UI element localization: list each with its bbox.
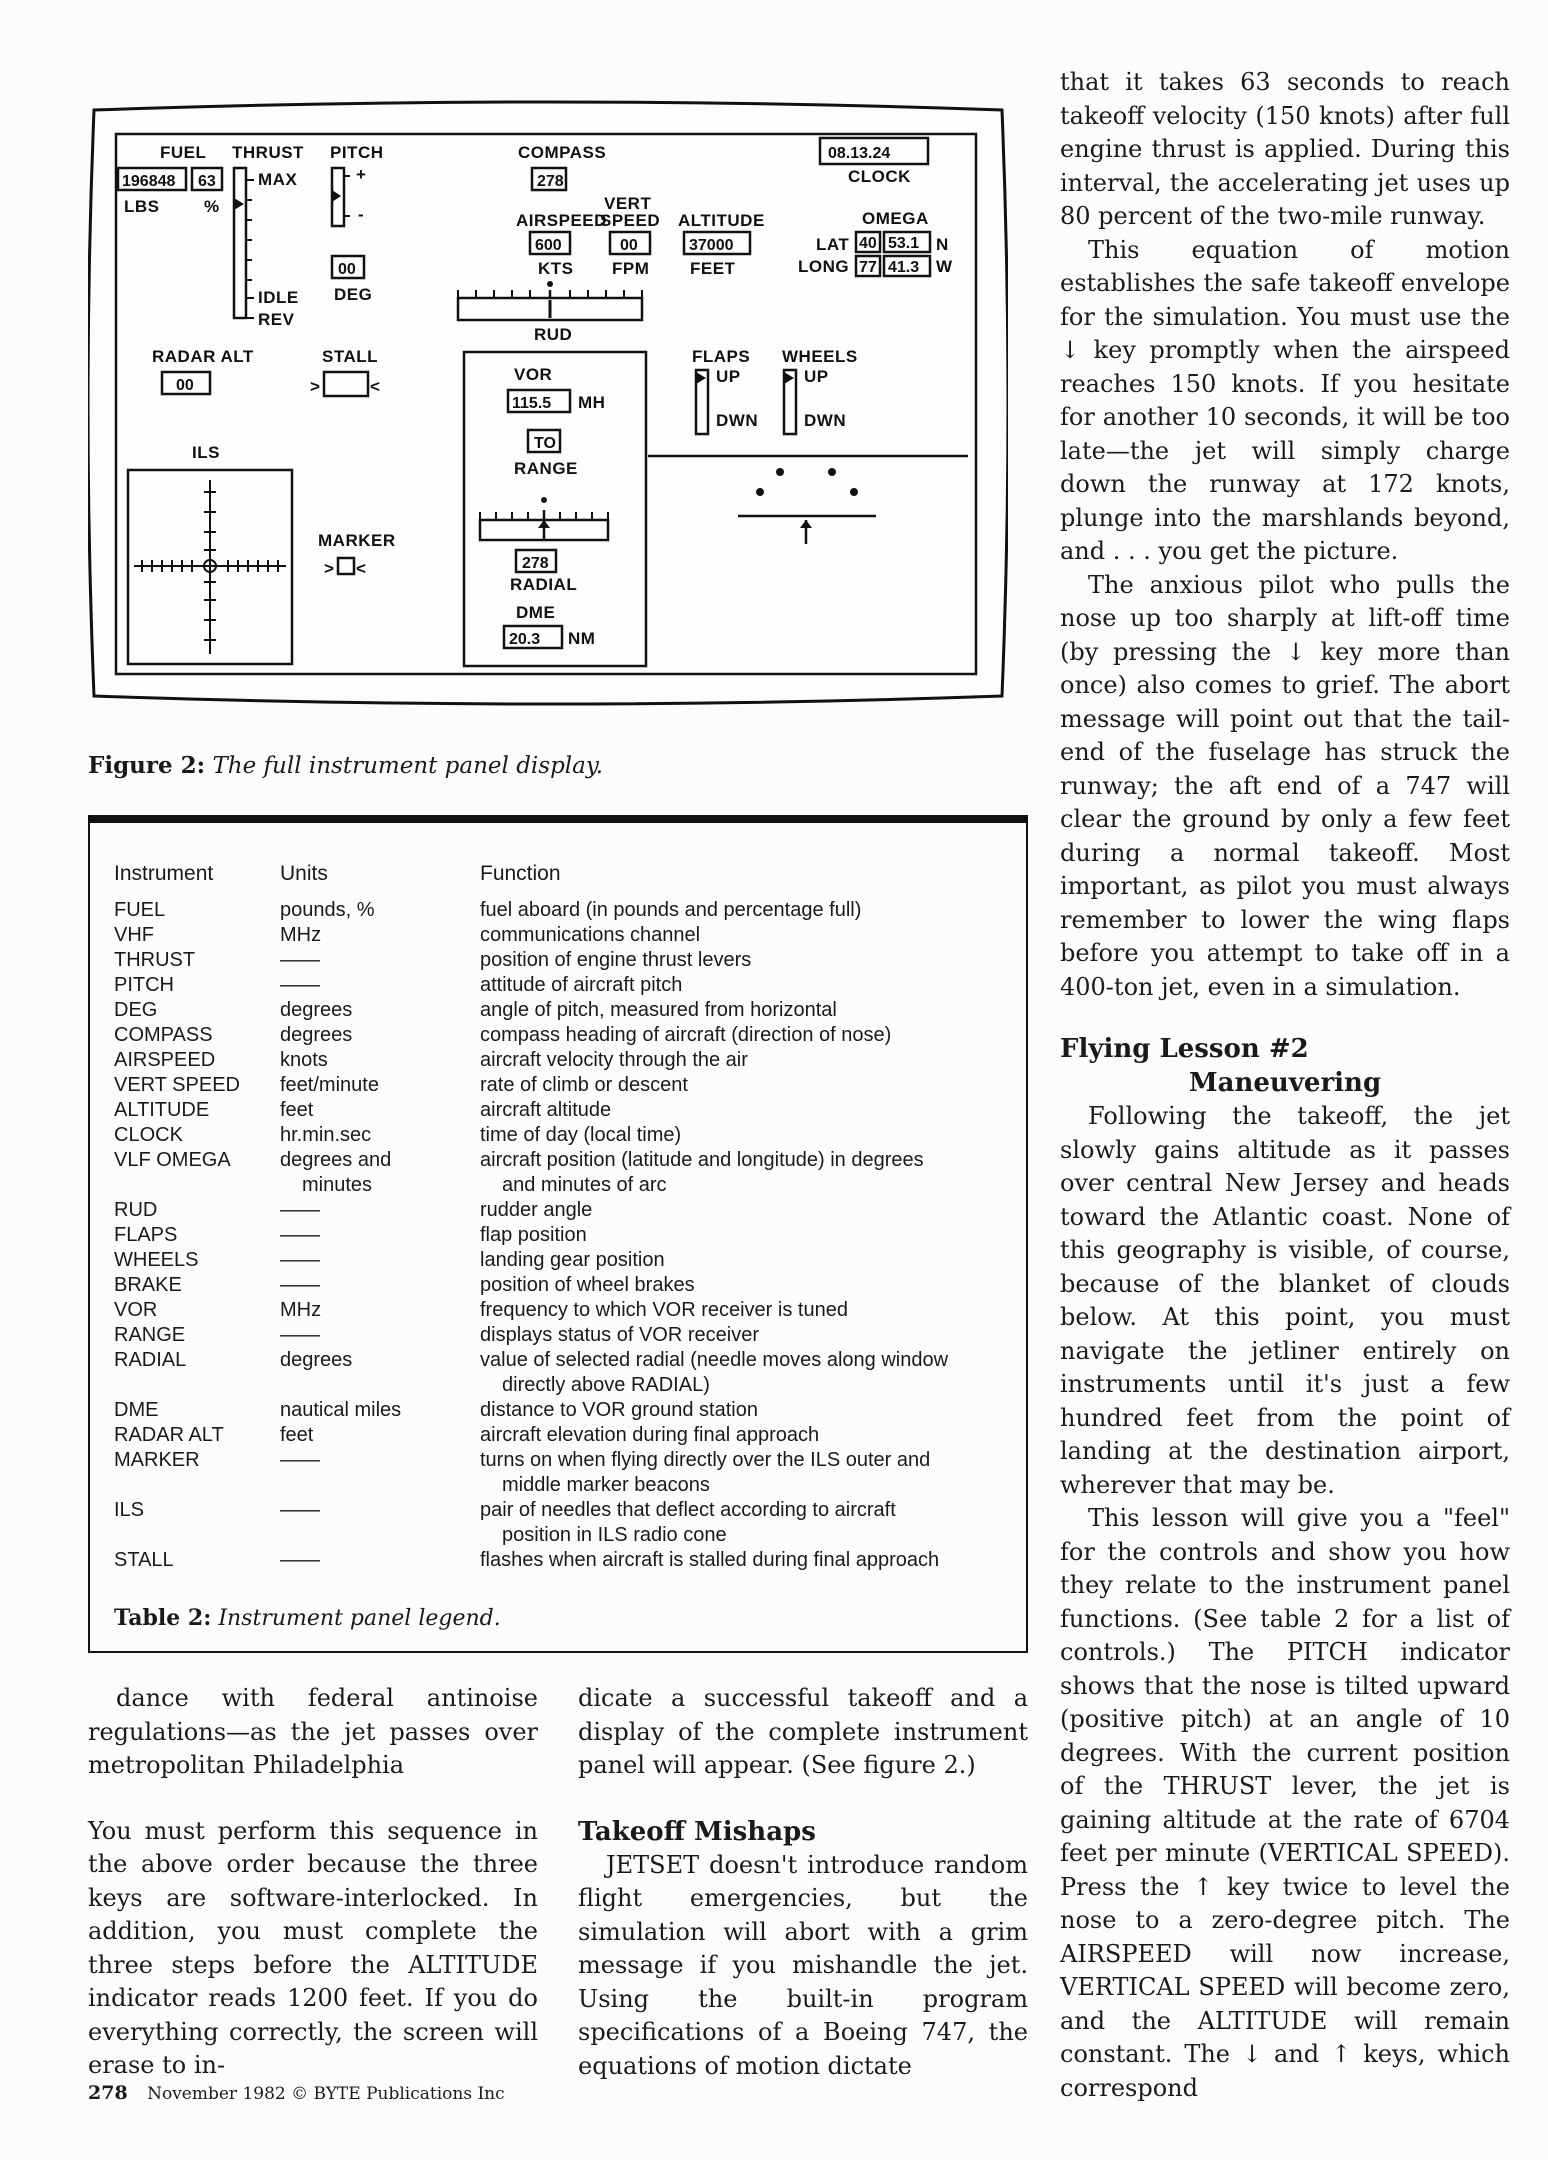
cell-function xyxy=(480,973,1020,998)
cell-function xyxy=(480,1148,1020,1198)
table-row xyxy=(114,1048,1020,1073)
cell-function xyxy=(480,1123,1020,1148)
radar-alt-value: 00 xyxy=(176,377,194,394)
table-caption-label: Table 2: xyxy=(114,1605,212,1631)
cell-instrument: ALTITUDE xyxy=(114,1099,210,1121)
radar-alt-label: RADAR ALT xyxy=(152,347,254,366)
cell-function-text: value of selected radial (needle moves along window xyxy=(480,1349,949,1371)
stall-gt: > xyxy=(310,377,321,396)
figure-caption xyxy=(88,752,603,779)
cell-units-continued: minutes xyxy=(302,1174,373,1196)
max-label: MAX xyxy=(258,170,298,189)
cell-units-text: feet xyxy=(280,1424,314,1446)
cell-instrument: DME xyxy=(114,1399,159,1421)
cell-function-text: aircraft elevation during final approach xyxy=(480,1424,820,1446)
vert-speed-value: 00 xyxy=(620,237,638,254)
table-row xyxy=(114,1323,1020,1348)
cell-units xyxy=(280,1548,480,1573)
cell-function-text: distance to VOR ground station xyxy=(480,1399,758,1421)
cell-function-text: flashes when aircraft is stalled during final approach xyxy=(480,1549,940,1571)
cell-instrument: ILS xyxy=(114,1499,145,1521)
pitch-label: PITCH xyxy=(330,143,384,162)
text-column-left xyxy=(88,1682,538,2083)
cell-instrument: PITCH xyxy=(114,974,174,996)
long-label: LONG xyxy=(798,257,850,276)
page-footer xyxy=(88,2082,505,2104)
cell-instrument: THRUST xyxy=(114,949,196,971)
table-row xyxy=(114,1398,1020,1423)
cell-function-text: time of day (local time) xyxy=(480,1124,682,1146)
instrument-panel-figure xyxy=(88,100,1008,710)
paragraph: Following the takeoff, the jet slowly gains altitude as it passes over central New Jersey and heads toward the Atlantic coast. None of this geography is visible, of course, because of the blanket of clouds below. At this point, you must navigate the jetliner entirely on instruments until it's just a few hundred feet from the point of landing at the destination airport, wherever that may be. xyxy=(1060,1102,1510,1499)
figure-caption-text: The full instrument panel display. xyxy=(212,753,604,779)
omega-label: OMEGA xyxy=(862,209,929,228)
cell-function-text: frequency to which VOR receiver is tuned xyxy=(480,1299,848,1321)
cell-function-continued: directly above RADIAL) xyxy=(502,1374,710,1396)
table-row xyxy=(114,1123,1020,1148)
cell-instrument: STALL xyxy=(114,1549,174,1571)
cell-instrument: COMPASS xyxy=(114,1024,213,1046)
cell-units xyxy=(280,1323,480,1348)
cell-function-text: fuel aboard (in pounds and percentage full) xyxy=(480,899,862,921)
cell-units-text: pounds, % xyxy=(280,899,375,921)
table-body xyxy=(114,898,1020,1573)
cell-function-text: rate of climb or descent xyxy=(480,1074,688,1096)
cell-units-text: feet xyxy=(280,1099,314,1121)
cell-instrument: BRAKE xyxy=(114,1274,182,1296)
airspeed-label: AIRSPEED xyxy=(516,211,607,230)
range-label: RANGE xyxy=(514,459,578,478)
cell-function-text: communications channel xyxy=(480,924,701,946)
paragraph: dicate a successful takeoff and a display of the complete instrument panel will appear. (See figure 2.) xyxy=(578,1684,1028,1779)
cell-function xyxy=(480,1498,1020,1548)
cell-units-text: —— xyxy=(280,1249,320,1271)
cell-function xyxy=(480,1223,1020,1248)
paragraph: You must perform this sequence in the above order because the three keys are software-interlocked. In addition, you must complete the three steps before the ALTITUDE indicator reads 1200 feet. If you do everything correctly, the screen will erase to in- xyxy=(88,1816,538,2079)
airspeed-value: 600 xyxy=(535,237,562,254)
cell-function-text: aircraft altitude xyxy=(480,1099,612,1121)
cell-function-text: displays status of VOR receiver xyxy=(480,1324,759,1346)
cell-function xyxy=(480,1273,1020,1298)
table-row xyxy=(114,1148,1020,1198)
cell-units xyxy=(280,1123,480,1148)
altitude-label: ALTITUDE xyxy=(678,211,765,230)
table-row xyxy=(114,1423,1020,1448)
table-row xyxy=(114,998,1020,1023)
cell-function xyxy=(480,1073,1020,1098)
cell-units xyxy=(280,1448,480,1498)
cell-units xyxy=(280,998,480,1023)
cell-units-text: nautical miles xyxy=(280,1399,402,1421)
cell-instrument: DEG xyxy=(114,999,158,1021)
cell-units-text: degrees and xyxy=(280,1149,392,1171)
n-label: N xyxy=(936,235,949,254)
cell-units xyxy=(280,1498,480,1548)
fuel-pct-value: 63 xyxy=(198,173,216,190)
header-units: Units xyxy=(280,862,328,885)
cell-function xyxy=(480,998,1020,1023)
paragraph: dance with federal antinoise regulations—as the jet passes over metropolitan Philadelphia xyxy=(88,1684,538,1779)
paragraph: This lesson will give you a "feel" for the controls and show you how they relate to the instrument panel functions. (See table 2 for a list of controls.) The PITCH indicator shows that the nose is tilted upward (positive pitch) at an angle of 10 degrees. With the current position of the THRUST lever, the jet is gaining altitude at the rate of 6704 feet per minute (VERTICAL SPEED). Press the ↑ key twice to level the nose to a zero-degree pitch. The AIRSPEED will now increase, VERTICAL SPEED will become zero, and the ALTITUDE will remain constant. The ↓ and ↑ keys, which correspond xyxy=(1060,1504,1510,2102)
vor-value: 115.5 xyxy=(512,395,552,412)
fuel-label: FUEL xyxy=(160,143,207,162)
table-header xyxy=(114,861,1020,886)
cell-instrument: MARKER xyxy=(114,1449,200,1471)
vert-label: VERT xyxy=(604,194,652,213)
cell-units xyxy=(280,1223,480,1248)
idle-label: IDLE xyxy=(258,288,299,307)
cell-function xyxy=(480,1198,1020,1223)
pitch-minus-label: - xyxy=(358,205,365,224)
cell-units-text: —— xyxy=(280,1224,320,1246)
clock-value: 08.13.24 xyxy=(828,145,891,162)
table-row xyxy=(114,1098,1020,1123)
cell-function xyxy=(480,948,1020,973)
cell-function xyxy=(480,1023,1020,1048)
marker-gt: > xyxy=(324,559,335,578)
flaps-up-label: UP xyxy=(716,367,741,386)
cell-units-text: MHz xyxy=(280,1299,322,1321)
cell-units-text: —— xyxy=(280,1324,320,1346)
ils-label: ILS xyxy=(192,443,220,462)
cell-function xyxy=(480,1398,1020,1423)
compass-value: 278 xyxy=(537,173,564,190)
pct-label: % xyxy=(204,197,220,216)
cell-function-text: angle of pitch, measured from horizontal xyxy=(480,999,837,1021)
cell-instrument: VHF xyxy=(114,924,154,946)
cell-function xyxy=(480,898,1020,923)
cell-units xyxy=(280,923,480,948)
cell-units-text: —— xyxy=(280,1449,320,1471)
cell-units-text: —— xyxy=(280,1274,320,1296)
cell-units xyxy=(280,1398,480,1423)
cell-instrument: WHEELS xyxy=(114,1249,199,1271)
cell-units xyxy=(280,1048,480,1073)
rud-label: RUD xyxy=(534,325,573,344)
wheels-label: WHEELS xyxy=(782,347,858,366)
cell-units-text: —— xyxy=(280,949,320,971)
cell-function xyxy=(480,1548,1020,1573)
page-number: 278 xyxy=(88,2082,128,2104)
cell-instrument: RADAR ALT xyxy=(114,1424,224,1446)
clock-label: CLOCK xyxy=(848,167,911,186)
cell-function-text: flap position xyxy=(480,1224,587,1246)
cell-units-text: degrees xyxy=(280,1024,353,1046)
table-row xyxy=(114,1348,1020,1398)
instrument-legend-table xyxy=(88,815,1028,1653)
table-row xyxy=(114,1448,1020,1498)
feet-label: FEET xyxy=(690,259,736,278)
dme-value: 20.3 xyxy=(509,631,541,648)
cell-instrument: CLOCK xyxy=(114,1124,183,1146)
header-function: Function xyxy=(480,862,561,885)
marker-lt: < xyxy=(356,559,367,578)
figure-caption-label: Figure 2: xyxy=(88,752,206,779)
cell-function xyxy=(480,1298,1020,1323)
kts-label: KTS xyxy=(538,259,574,278)
cell-function-text: aircraft velocity through the air xyxy=(480,1049,748,1071)
lat-deg-value: 40 xyxy=(859,235,877,252)
cell-function-text: position of wheel brakes xyxy=(480,1274,695,1296)
radial-label: RADIAL xyxy=(510,575,578,594)
cell-units xyxy=(280,1198,480,1223)
cell-units xyxy=(280,1298,480,1323)
cell-units-text: —— xyxy=(280,1549,320,1571)
cell-function-text: compass heading of aircraft (direction of nose) xyxy=(480,1024,892,1046)
table-row xyxy=(114,1198,1020,1223)
cell-units-text: hr.min.sec xyxy=(280,1124,372,1146)
text-column-middle xyxy=(578,1682,1028,2083)
cell-function-text: attitude of aircraft pitch xyxy=(480,974,683,996)
cell-units-text: —— xyxy=(280,974,320,996)
cell-units-text: knots xyxy=(280,1049,328,1071)
table-row xyxy=(114,1248,1020,1273)
cell-units xyxy=(280,1098,480,1123)
cell-function-text: pair of needles that deflect according to aircraft xyxy=(480,1499,896,1521)
cell-function-text: rudder angle xyxy=(480,1199,593,1221)
pitch-plus-label: + xyxy=(356,165,367,184)
paragraph: The anxious pilot who pulls the nose up too sharply at lift-off time (by pressing the ↓ key more than once) also comes to grief. The abort message will point out that the tail-end of the fuselage has struck the runway; the aft end of a 747 will clear the ground by only a few feet during a normal takeoff. Most important, as pilot you must always remember to lower the wing flaps before you attempt to take off in a 400-ton jet, even in a simulation. xyxy=(1060,570,1510,1001)
table-row xyxy=(114,1548,1020,1573)
cell-units xyxy=(280,1248,480,1273)
cell-units xyxy=(280,1023,480,1048)
cell-units xyxy=(280,1073,480,1098)
flaps-label: FLAPS xyxy=(692,347,751,366)
cell-function-text: turns on when flying directly over the ILS outer and xyxy=(480,1449,931,1471)
wheels-dwn-label: DWN xyxy=(804,411,847,430)
deg-label: DEG xyxy=(334,285,373,304)
fuel-value: 196848 xyxy=(122,173,176,190)
compass-label: COMPASS xyxy=(518,143,607,162)
table-row xyxy=(114,898,1020,923)
cell-units xyxy=(280,1148,480,1198)
section-heading: Takeoff Mishaps xyxy=(578,1816,816,1847)
section-heading: Flying Lesson #2 xyxy=(1060,1034,1309,1064)
cell-instrument: RUD xyxy=(114,1199,158,1221)
paragraph: JETSET doesn't introduce random flight emergencies, but the simulation will abort with a grim message if you mishandle the jet. Using the built-in program specifications of a Boeing 747, the equations of motion dictate xyxy=(578,1850,1028,2080)
cell-instrument: VERT SPEED xyxy=(114,1074,240,1096)
cell-function-continued: middle marker beacons xyxy=(502,1474,710,1496)
altitude-value: 37000 xyxy=(689,237,734,254)
cell-function-text: aircraft position (latitude and longitude) in degrees xyxy=(480,1149,924,1171)
header-instrument: Instrument xyxy=(114,862,214,885)
w-label: W xyxy=(936,257,953,276)
marker-label: MARKER xyxy=(318,531,396,550)
cell-units xyxy=(280,1423,480,1448)
cell-instrument: FLAPS xyxy=(114,1224,178,1246)
table-row xyxy=(114,948,1020,973)
long-min-value: 41.3 xyxy=(888,259,920,276)
lat-min-value: 53.1 xyxy=(888,235,920,252)
cell-function xyxy=(480,923,1020,948)
paragraph: that it takes 63 seconds to reach takeoff velocity (150 knots) after full engine thrust is applied. During this interval, the accelerating jet uses up 80 percent of the two-mile runway. xyxy=(1060,68,1510,230)
table-caption-text: Instrument panel legend. xyxy=(218,1606,501,1631)
rev-label: REV xyxy=(258,310,295,329)
nm-label: NM xyxy=(568,629,596,648)
vor-label: VOR xyxy=(514,365,553,384)
cell-instrument: RANGE xyxy=(114,1324,186,1346)
mh-label: MH xyxy=(578,393,606,412)
cell-units-text: —— xyxy=(280,1199,320,1221)
table-row xyxy=(114,1498,1020,1548)
cell-function-continued: position in ILS radio cone xyxy=(502,1524,727,1546)
table-caption xyxy=(114,1605,501,1631)
speed-label: SPEED xyxy=(600,211,661,230)
footer-text: November 1982 © BYTE Publications Inc xyxy=(147,2084,505,2104)
cell-function xyxy=(480,1423,1020,1448)
table-row xyxy=(114,1298,1020,1323)
cell-units-text: MHz xyxy=(280,924,322,946)
stall-label: STALL xyxy=(322,347,379,366)
cell-units-text: —— xyxy=(280,1499,320,1521)
table-row xyxy=(114,1073,1020,1098)
wheels-up-label: UP xyxy=(804,367,829,386)
cell-function-continued: and minutes of arc xyxy=(502,1174,667,1196)
cell-function xyxy=(480,1248,1020,1273)
cell-instrument: RADIAL xyxy=(114,1349,187,1371)
pitch-deg-value: 00 xyxy=(338,261,356,278)
radial-value: 278 xyxy=(522,555,549,572)
cell-units xyxy=(280,1348,480,1398)
cell-function xyxy=(480,1048,1020,1073)
cell-instrument: FUEL xyxy=(114,899,166,921)
cell-units xyxy=(280,948,480,973)
table-row xyxy=(114,1273,1020,1298)
flaps-dwn-label: DWN xyxy=(716,411,759,430)
paragraph: This equation of motion establishes the safe takeoff envelope for the simulation. You must use the ↓ key promptly when the airspeed reaches 150 knots. If you hesitate for another 10 seconds, it will be too late—the jet will simply charge down the runway at 172 knots, plunge into the marshlands beyond, and . . . you get the picture. xyxy=(1060,235,1510,565)
cell-units xyxy=(280,973,480,998)
cell-units xyxy=(280,1273,480,1298)
thrust-label: THRUST xyxy=(232,143,304,162)
cell-function xyxy=(480,1348,1020,1398)
cell-function xyxy=(480,1448,1020,1498)
table-row xyxy=(114,923,1020,948)
stall-lt: < xyxy=(370,377,381,396)
cell-instrument: VOR xyxy=(114,1299,158,1321)
table-row xyxy=(114,1223,1020,1248)
text-column-right xyxy=(1060,66,1510,2105)
cell-units-text: degrees xyxy=(280,999,353,1021)
dme-label: DME xyxy=(516,603,556,622)
fpm-label: FPM xyxy=(612,259,650,278)
section-subheading: Maneuvering xyxy=(1188,1068,1382,1098)
cell-units xyxy=(280,898,480,923)
cell-function xyxy=(480,1098,1020,1123)
cell-instrument: VLF OMEGA xyxy=(114,1149,231,1171)
to-from-value: TO xyxy=(534,435,556,452)
cell-function-text: landing gear position xyxy=(480,1249,665,1271)
cell-units-text: degrees xyxy=(280,1349,353,1371)
long-deg-value: 77 xyxy=(859,259,877,276)
cell-instrument: AIRSPEED xyxy=(114,1049,216,1071)
table-row xyxy=(114,1023,1020,1048)
cell-function xyxy=(480,1323,1020,1348)
table-row xyxy=(114,973,1020,998)
lat-label: LAT xyxy=(816,235,850,254)
cell-function-text: position of engine thrust levers xyxy=(480,949,752,971)
lbs-label: LBS xyxy=(124,197,160,216)
cell-units-text: feet/minute xyxy=(280,1074,379,1096)
